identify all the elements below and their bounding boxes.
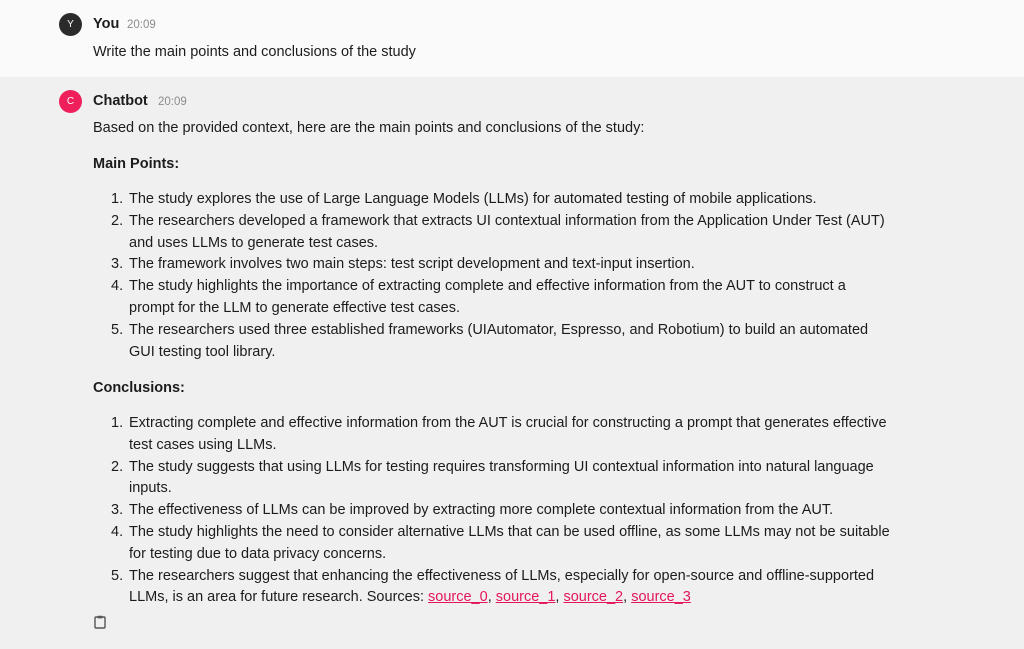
source-link-3[interactable]: source_3: [631, 589, 691, 606]
list-item: 2. The study suggests that using LLMs for testing requires transforming UI contextual information into natural language inputs.: [111, 458, 874, 497]
list-item: 3. The effectiveness of LLMs can be improved by extracting more complete contextual information from the AUT.: [111, 502, 834, 519]
bot-avatar: C: [59, 90, 82, 113]
user-timestamp: 20:09: [127, 19, 156, 31]
main-points-heading: Main Points:: [93, 156, 180, 172]
list-item: 4. The study highlights the importance of extracting complete and effective information from the AUT to construct a prompt for the LLM to generate effective test cases.: [111, 278, 846, 316]
list-item: 1. The study explores the use of Large Language Models (LLMs) for automated testing of mobile applications.: [111, 191, 817, 207]
list-item: 1. Extracting complete and effective information from the AUT is crucial for constructing a prompt that generates effective test cases using LLMs.: [111, 415, 887, 453]
user-avatar: Y: [59, 13, 82, 36]
clipboard-icon[interactable]: [94, 615, 106, 629]
list-item: 3. The framework involves two main steps: test script development and text-input insertion.: [111, 256, 695, 273]
list-item: 5. The researchers suggest that enhancing the effectiveness of LLMs, especially for open-source and offline-supported LLMs, is an area for future research. Sources: source_0, source_1, source_2, source_3: [111, 567, 875, 606]
conclusions-list: [93, 413, 893, 609]
bot-intro-text: Based on the provided context, here are the main points and conclusions of the study:: [93, 120, 645, 136]
bot-author-name: Chatbot: [93, 93, 148, 109]
source-link-2[interactable]: source_2: [563, 589, 624, 606]
conclusions-heading: Conclusions:: [93, 380, 185, 396]
user-message-text: Write the main points and conclusions of the study: [93, 44, 416, 60]
source-link-0[interactable]: source_0: [428, 589, 488, 606]
list-item: 5. The researchers used three established frameworks (UIAutomator, Espresso, and Robotium) to build an automated GUI testing tool library.: [111, 321, 869, 360]
sources-label: Sources:: [366, 589, 424, 606]
user-message: [0, 0, 1024, 77]
source-link-1[interactable]: source_1: [495, 589, 556, 606]
list-item: 2. The researchers developed a framework that extracts UI contextual information from the Application Under Test (AUT) and uses LLMs to generate test cases.: [111, 212, 885, 251]
bot-timestamp: 20:09: [158, 96, 187, 108]
user-author-name: You: [93, 16, 120, 32]
list-item: 4. The study highlights the need to consider alternative LLMs that can be used offline, as some LLMs may not be suitable for testing due to data privacy concerns.: [111, 523, 890, 562]
main-points-list: [93, 189, 893, 363]
